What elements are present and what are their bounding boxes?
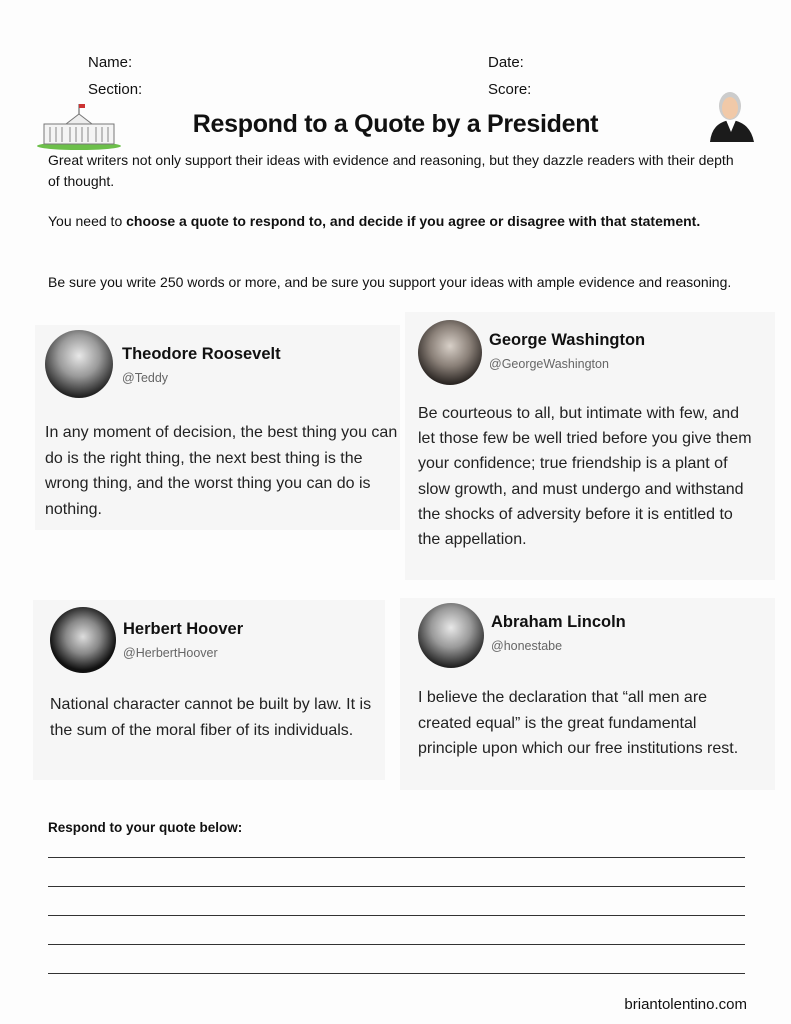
intro-plain-text: You need to bbox=[48, 213, 127, 229]
quote-author: George Washington bbox=[489, 331, 646, 349]
score-label: Score: bbox=[488, 81, 532, 98]
avatar-hoover bbox=[50, 607, 116, 673]
footer-site: briantolentino.com bbox=[624, 996, 747, 1013]
quote-text: National character cannot be built by law. It is the sum of the moral fiber of its individuals. bbox=[50, 696, 372, 739]
intro-paragraph-2 bbox=[48, 211, 748, 232]
quote-author: Abraham Lincoln bbox=[491, 613, 626, 631]
quote-text: Be courteous to all, but intimate with few, and let those few be well tried before you give them your confidence; true friendship is a plant of slow growth, and must undergo and withstand the shocks of adversity before it is entitled to the appellation. bbox=[418, 405, 752, 549]
intro-paragraph-1: Great writers not only support their ideas with evidence and reasoning, but they dazzle readers with their depth of thought. bbox=[48, 152, 734, 189]
page-title: Respond to a Quote by a President bbox=[192, 110, 599, 138]
avatar-washington bbox=[418, 320, 482, 385]
section-label: Section: bbox=[88, 81, 143, 98]
response-line-5[interactable] bbox=[48, 973, 745, 974]
quote-handle: @GeorgeWashington bbox=[489, 357, 609, 371]
quote-text: I believe the declaration that “all men are created equal” is the great fundamental principle upon which our free institutions rest. bbox=[418, 689, 739, 757]
response-line-2[interactable] bbox=[48, 886, 745, 887]
avatar-lincoln bbox=[418, 603, 484, 668]
response-line-4[interactable] bbox=[48, 944, 745, 945]
quote-author: Theodore Roosevelt bbox=[122, 345, 281, 363]
avatar-roosevelt bbox=[45, 330, 113, 398]
quote-handle: @honestabe bbox=[491, 639, 563, 653]
quote-handle: @HerbertHoover bbox=[123, 646, 218, 660]
response-line-1[interactable] bbox=[48, 857, 745, 858]
quote-author: Herbert Hoover bbox=[123, 620, 244, 638]
intro-paragraph-3: Be sure you write 250 words or more, and be sure you support your ideas with ample evidence and reasoning. bbox=[48, 274, 732, 290]
response-line-3[interactable] bbox=[48, 915, 745, 916]
intro-bold-text: choose a quote to respond to, and decide if you agree or disagree with that statement. bbox=[126, 213, 701, 229]
date-label: Date: bbox=[488, 54, 524, 71]
name-label: Name: bbox=[88, 54, 133, 71]
quote-text: In any moment of decision, the best thing you can do is the right thing, the next best thing is the wrong thing, and the worst thing you can do is nothing. bbox=[45, 424, 398, 518]
response-label: Respond to your quote below: bbox=[48, 820, 243, 835]
quote-handle: @Teddy bbox=[122, 371, 169, 385]
